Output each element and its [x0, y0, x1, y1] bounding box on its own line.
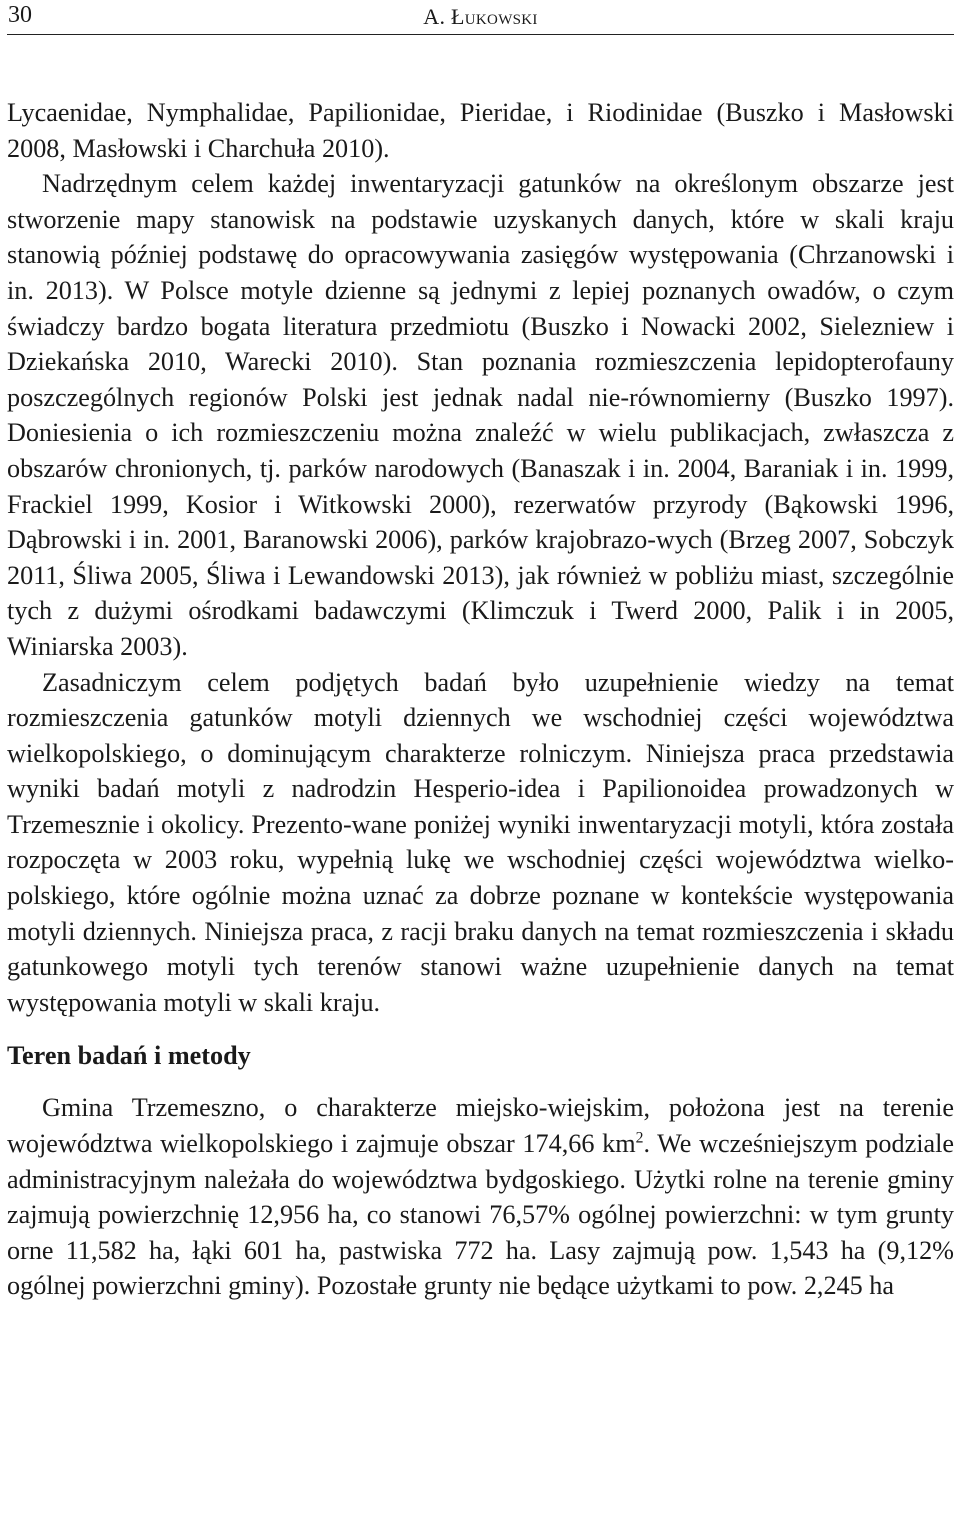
- article-body: [7, 95, 954, 1304]
- paragraph-continuation: Lycaenidae, Nymphalidae, Papilionidae, Pieridae, i Riodinidae (Buszko i Masłowski 2008, Masłowski i Charchuła 2010).: [7, 98, 954, 163]
- section-heading: Teren badań i metody: [7, 1041, 251, 1071]
- paragraph-study-area: [7, 1090, 954, 1304]
- area-unit-superscript: 2: [635, 1129, 644, 1147]
- paragraph-inventory-goal: Nadrzędnym celem każdej inwentaryzacji gatunków na określonym obszarze jest stworzenie mapy stanowisk na podstawie uzyskanych danych, które w skali kraju stanowią później podstawę do opracowywania zasięgów występowania (Chrzanowski i in. 2013). W Polsce motyle dzienne są jednymi z lepiej poznanych owadów, o czym świadczy bardzo bogata literatura przedmiotu (Buszko i Nowacki 2002, Sielezniew i Dziekańska 2010, Warecki 2010). Stan poznania rozmieszczenia lepidopterofauny poszczególnych regionów Polski jest jednak nadal nie-równomierny (Buszko 1997). Doniesienia o ich rozmieszczeniu można znaleźć w wielu publikacjach, zwłaszcza z obszarów chronionych, tj. parków narodowych (Banaszak i in. 2004, Baraniak i in. 1999, Frackiel 1999, Kosior i Witkowski 2000), rezerwatów przyrody (Bąkowski 1996, Dąbrowski i in. 2001, Baranowski 2006), parków krajobrazo-wych (Brzeg 2007, Sobczyk 2011, Śliwa 2005, Śliwa i Lewandowski 2013), jak również w pobliżu miast, szczególnie tych z dużymi ośrodkami badawczymi (Klimczuk i Twerd 2000, Palik i in 2005, Winiarska 2003).: [7, 169, 954, 661]
- running-title: A. Łukowski: [423, 4, 538, 29]
- study-area-text-start: Gmina Trzemeszno, o charakterze miejsko-wiejskim, położona jest na terenie województwa wielkopolskiego i zajmuje obszar 174,66 km: [7, 1093, 954, 1159]
- running-header: [7, 0, 954, 35]
- study-area-text-end: . We wcześniejszym podziale administracyjnym należała do województwa bydgoskiego. Użytki rolne na terenie gminy zajmują powierzchnię 12,956 ha, co stanowi 76,57% ogólnej powierzchni: w tym grunty orne 11,582 ha, łąki 601 ha, pastwiska 772 ha. Lasy zajmują pow. 1,543 ha (9,12% ogólnej powierzchni gminy). Pozostałe grunty nie będące użytkami to pow. 2,245 ha: [7, 1129, 954, 1301]
- paragraph-study-aim: Zasadniczym celem podjętych badań było uzupełnienie wiedzy na temat rozmieszczenia gatunków motyli dziennych we wschodniej części województwa wielkopolskiego, o dominującym charakterze rolniczym. Niniejsza praca przedstawia wyniki badań motyli z nadrodzin Hesperio-idea i Papilionoidea prowadzonych w Trzemesznie i okolicy. Prezento-wane poniżej wyniki inwentaryzacji motyli, która została rozpoczęta w 2003 roku, wypełnią lukę we wschodniej części województwa wielko-polskiego, które ogólnie można uznać za dobrze poznane w kontekście występowania motyli dziennych. Niniejsza praca, z racji braku danych na temat rozmieszczenia i składu gatunkowego motyli tych terenów stanowi ważne uzupełnienie danych na temat występowania motyli w skali kraju.: [7, 667, 954, 1017]
- page-number: 30: [8, 2, 32, 28]
